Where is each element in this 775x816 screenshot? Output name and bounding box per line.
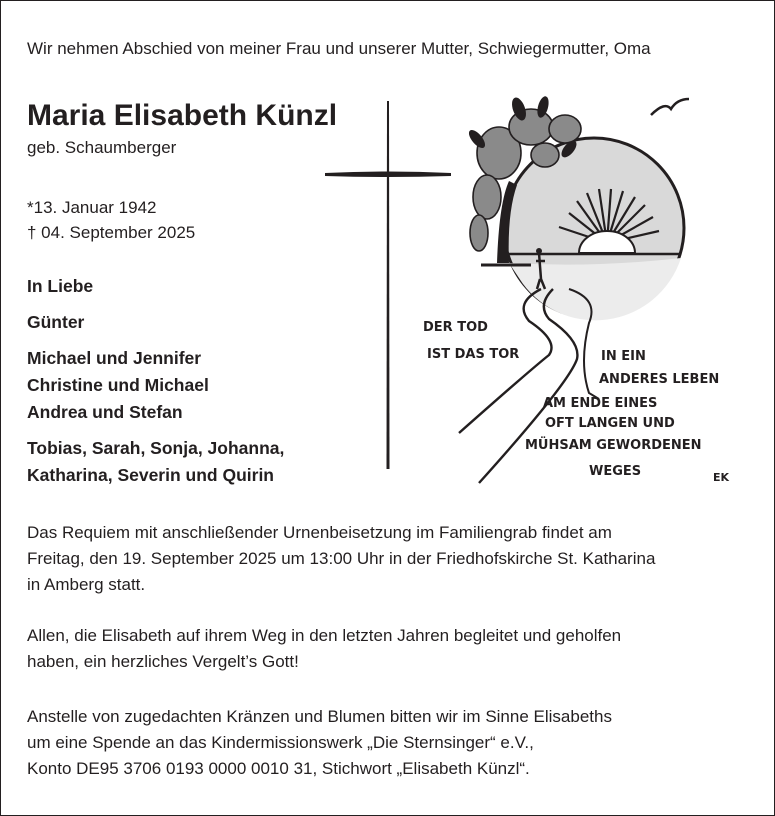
paragraph-line: Das Requiem mit anschließender Urnenbeisetzung im Familiengrab findet am bbox=[27, 523, 612, 542]
children-line: Michael und Jennifer bbox=[27, 348, 202, 368]
drawing-text-right: IN EIN bbox=[601, 349, 646, 364]
drawing-text-right: ANDERES LEBEN bbox=[599, 372, 720, 387]
drawing-text-left: DER TOD bbox=[423, 320, 488, 335]
drawing-text-right: AM ENDE EINES bbox=[543, 396, 658, 411]
drawing-text-left: IST DAS TOR bbox=[427, 347, 520, 362]
spouse-name: Günter bbox=[27, 312, 85, 332]
mourners-list bbox=[27, 273, 284, 498]
drawing-text-right: OFT LANGEN UND bbox=[545, 416, 675, 431]
life-dates bbox=[27, 195, 195, 245]
children-line: Andrea und Stefan bbox=[27, 402, 183, 422]
grandchildren-line: Tobias, Sarah, Sonja, Johanna, bbox=[27, 438, 285, 458]
mourners-heading: In Liebe bbox=[27, 276, 94, 296]
artist-signature: EK bbox=[713, 471, 730, 484]
paragraph-line: Konto DE95 3706 0193 0000 0010 31, Stichwort „Elisabeth Künzl“. bbox=[27, 759, 530, 778]
grandchildren-line: Katharina, Severin und Quirin bbox=[27, 465, 274, 485]
intro-line: Wir nehmen Abschied von meiner Frau und unserer Mutter, Schwiegermutter, Oma bbox=[27, 39, 651, 58]
paragraph-line: Freitag, den 19. September 2025 um 13:00 Uhr in der Friedhofskirche St. Katharina bbox=[27, 549, 656, 568]
paragraph-line: haben, ein herzliches Vergelt’s Gott! bbox=[27, 652, 299, 671]
drawing-text-right: WEGES bbox=[589, 464, 642, 479]
paragraph-line: Allen, die Elisabeth auf ihrem Weg in den letzten Jahren begleitet und geholfen bbox=[27, 626, 622, 645]
birth-date: *13. Januar 1942 bbox=[27, 198, 157, 217]
deceased-name: Maria Elisabeth Künzl bbox=[27, 99, 338, 132]
requiem-paragraph bbox=[27, 520, 762, 598]
children-line: Christine und Michael bbox=[27, 375, 209, 395]
death-date: † 04. September 2025 bbox=[27, 223, 196, 242]
donation-paragraph bbox=[27, 704, 762, 782]
drawing-text-right: MÜHSAM GEWORDENEN bbox=[525, 438, 702, 453]
paragraph-line: Anstelle von zugedachten Kränzen und Blumen bitten wir im Sinne Elisabeths bbox=[27, 707, 612, 726]
thanks-paragraph bbox=[27, 623, 762, 675]
maiden-name: geb. Schaumberger bbox=[27, 138, 177, 157]
sunset-path-drawing bbox=[419, 93, 769, 491]
paragraph-line: in Amberg statt. bbox=[27, 575, 146, 594]
paragraph-line: um eine Spende an das Kindermissionswerk „Die Sternsinger“ e.V., bbox=[27, 733, 534, 752]
